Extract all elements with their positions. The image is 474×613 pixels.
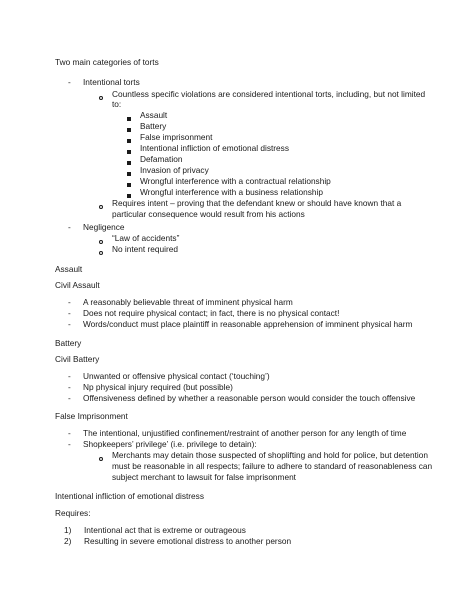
circle-bullet-icon — [99, 236, 111, 247]
intent-line-1: Requires intent – proving that the defendant knew or should have known that a — [112, 198, 402, 208]
dash-bullet: - — [68, 297, 71, 307]
fi-sub-line-2: must be reasonable in all respects; failure to adhere to standard of reasonableness can — [112, 461, 433, 471]
torts-heading: Two main categories of torts — [55, 57, 159, 67]
dash-bullet: - — [68, 308, 71, 318]
square-bullet-icon — [127, 113, 139, 124]
tort-item: Invasion of privacy — [140, 165, 209, 175]
square-bullet-icon — [127, 168, 139, 179]
fi-sub-line-1: Merchants may detain those suspected of shoplifting and hold for police, but detention — [112, 450, 428, 460]
false-imprisonment-heading: False Imprisonment — [55, 411, 128, 421]
negligence-item: “Law of accidents” — [112, 233, 180, 243]
civil-battery-heading: Civil Battery — [55, 354, 100, 364]
requires-label: Requires: — [55, 508, 91, 518]
negligence-label: Negligence — [83, 222, 125, 232]
iied-item: Intentional act that is extreme or outrageous — [84, 525, 246, 535]
square-bullet-icon — [127, 146, 139, 157]
iied-item: Resulting in severe emotional distress to another person — [84, 536, 292, 546]
square-bullet-icon — [127, 179, 139, 190]
circle-bullet-icon — [99, 201, 111, 212]
tort-item: Wrongful interference with a contractual relationship — [140, 176, 331, 186]
battery-item: Offensiveness defined by whether a reasonable person would consider the touch offensive — [83, 393, 416, 403]
tort-item: Intentional infliction of emotional distress — [140, 143, 289, 153]
tort-item: Defamation — [140, 154, 183, 164]
fi-item: The intentional, unjustified confinement/restraint of another person for any length of time — [83, 428, 407, 438]
battery-item: Unwanted or offensive physical contact (‘touching’) — [83, 371, 270, 381]
intentional-torts-label: Intentional torts — [83, 77, 140, 87]
assault-item: A reasonably believable threat of imminent physical harm — [83, 297, 293, 307]
dash-bullet: - — [68, 222, 71, 232]
iied-heading: Intentional infliction of emotional distress — [55, 491, 204, 501]
intro-line-1: Countless specific violations are considered intentional torts, including, but not limited — [112, 89, 426, 99]
assault-heading: Assault — [55, 264, 83, 274]
dash-bullet: - — [68, 439, 71, 449]
battery-heading: Battery — [55, 338, 82, 348]
dash-bullet: - — [68, 393, 71, 403]
intro-line-2: to: — [112, 99, 122, 109]
negligence-item: No intent required — [112, 244, 178, 254]
civil-assault-heading: Civil Assault — [55, 280, 100, 290]
tort-item: False imprisonment — [140, 132, 213, 142]
intent-line-2: particular consequence would result from his actions — [112, 209, 305, 219]
tort-item: Battery — [140, 121, 167, 131]
dash-bullet: - — [68, 428, 71, 438]
fi-item: Shopkeepers’ privilege’ (i.e. privilege to detain): — [83, 439, 257, 449]
dash-bullet: - — [68, 382, 71, 392]
square-bullet-icon — [127, 124, 139, 135]
circle-bullet-icon — [99, 453, 111, 464]
assault-item: Does not require physical contact; in fact, there is no physical contact! — [83, 308, 340, 318]
tort-item: Assault — [140, 110, 168, 120]
number-marker: 2) — [64, 536, 72, 546]
fi-sub-line-3: subject merchant to lawsuit for false imprisonment — [112, 472, 296, 482]
circle-bullet-icon — [99, 247, 111, 258]
assault-item: Words/conduct must place plaintiff in reasonable apprehension of imminent physical harm — [83, 319, 413, 329]
circle-bullet-icon — [99, 92, 111, 103]
square-bullet-icon — [127, 157, 139, 168]
dash-bullet: - — [68, 77, 71, 87]
tort-item: Wrongful interference with a business relationship — [140, 187, 323, 197]
number-marker: 1) — [64, 525, 72, 535]
dash-bullet: - — [68, 319, 71, 329]
square-bullet-icon — [127, 135, 139, 146]
battery-item: Np physical injury required (but possible) — [83, 382, 233, 392]
dash-bullet: - — [68, 371, 71, 381]
